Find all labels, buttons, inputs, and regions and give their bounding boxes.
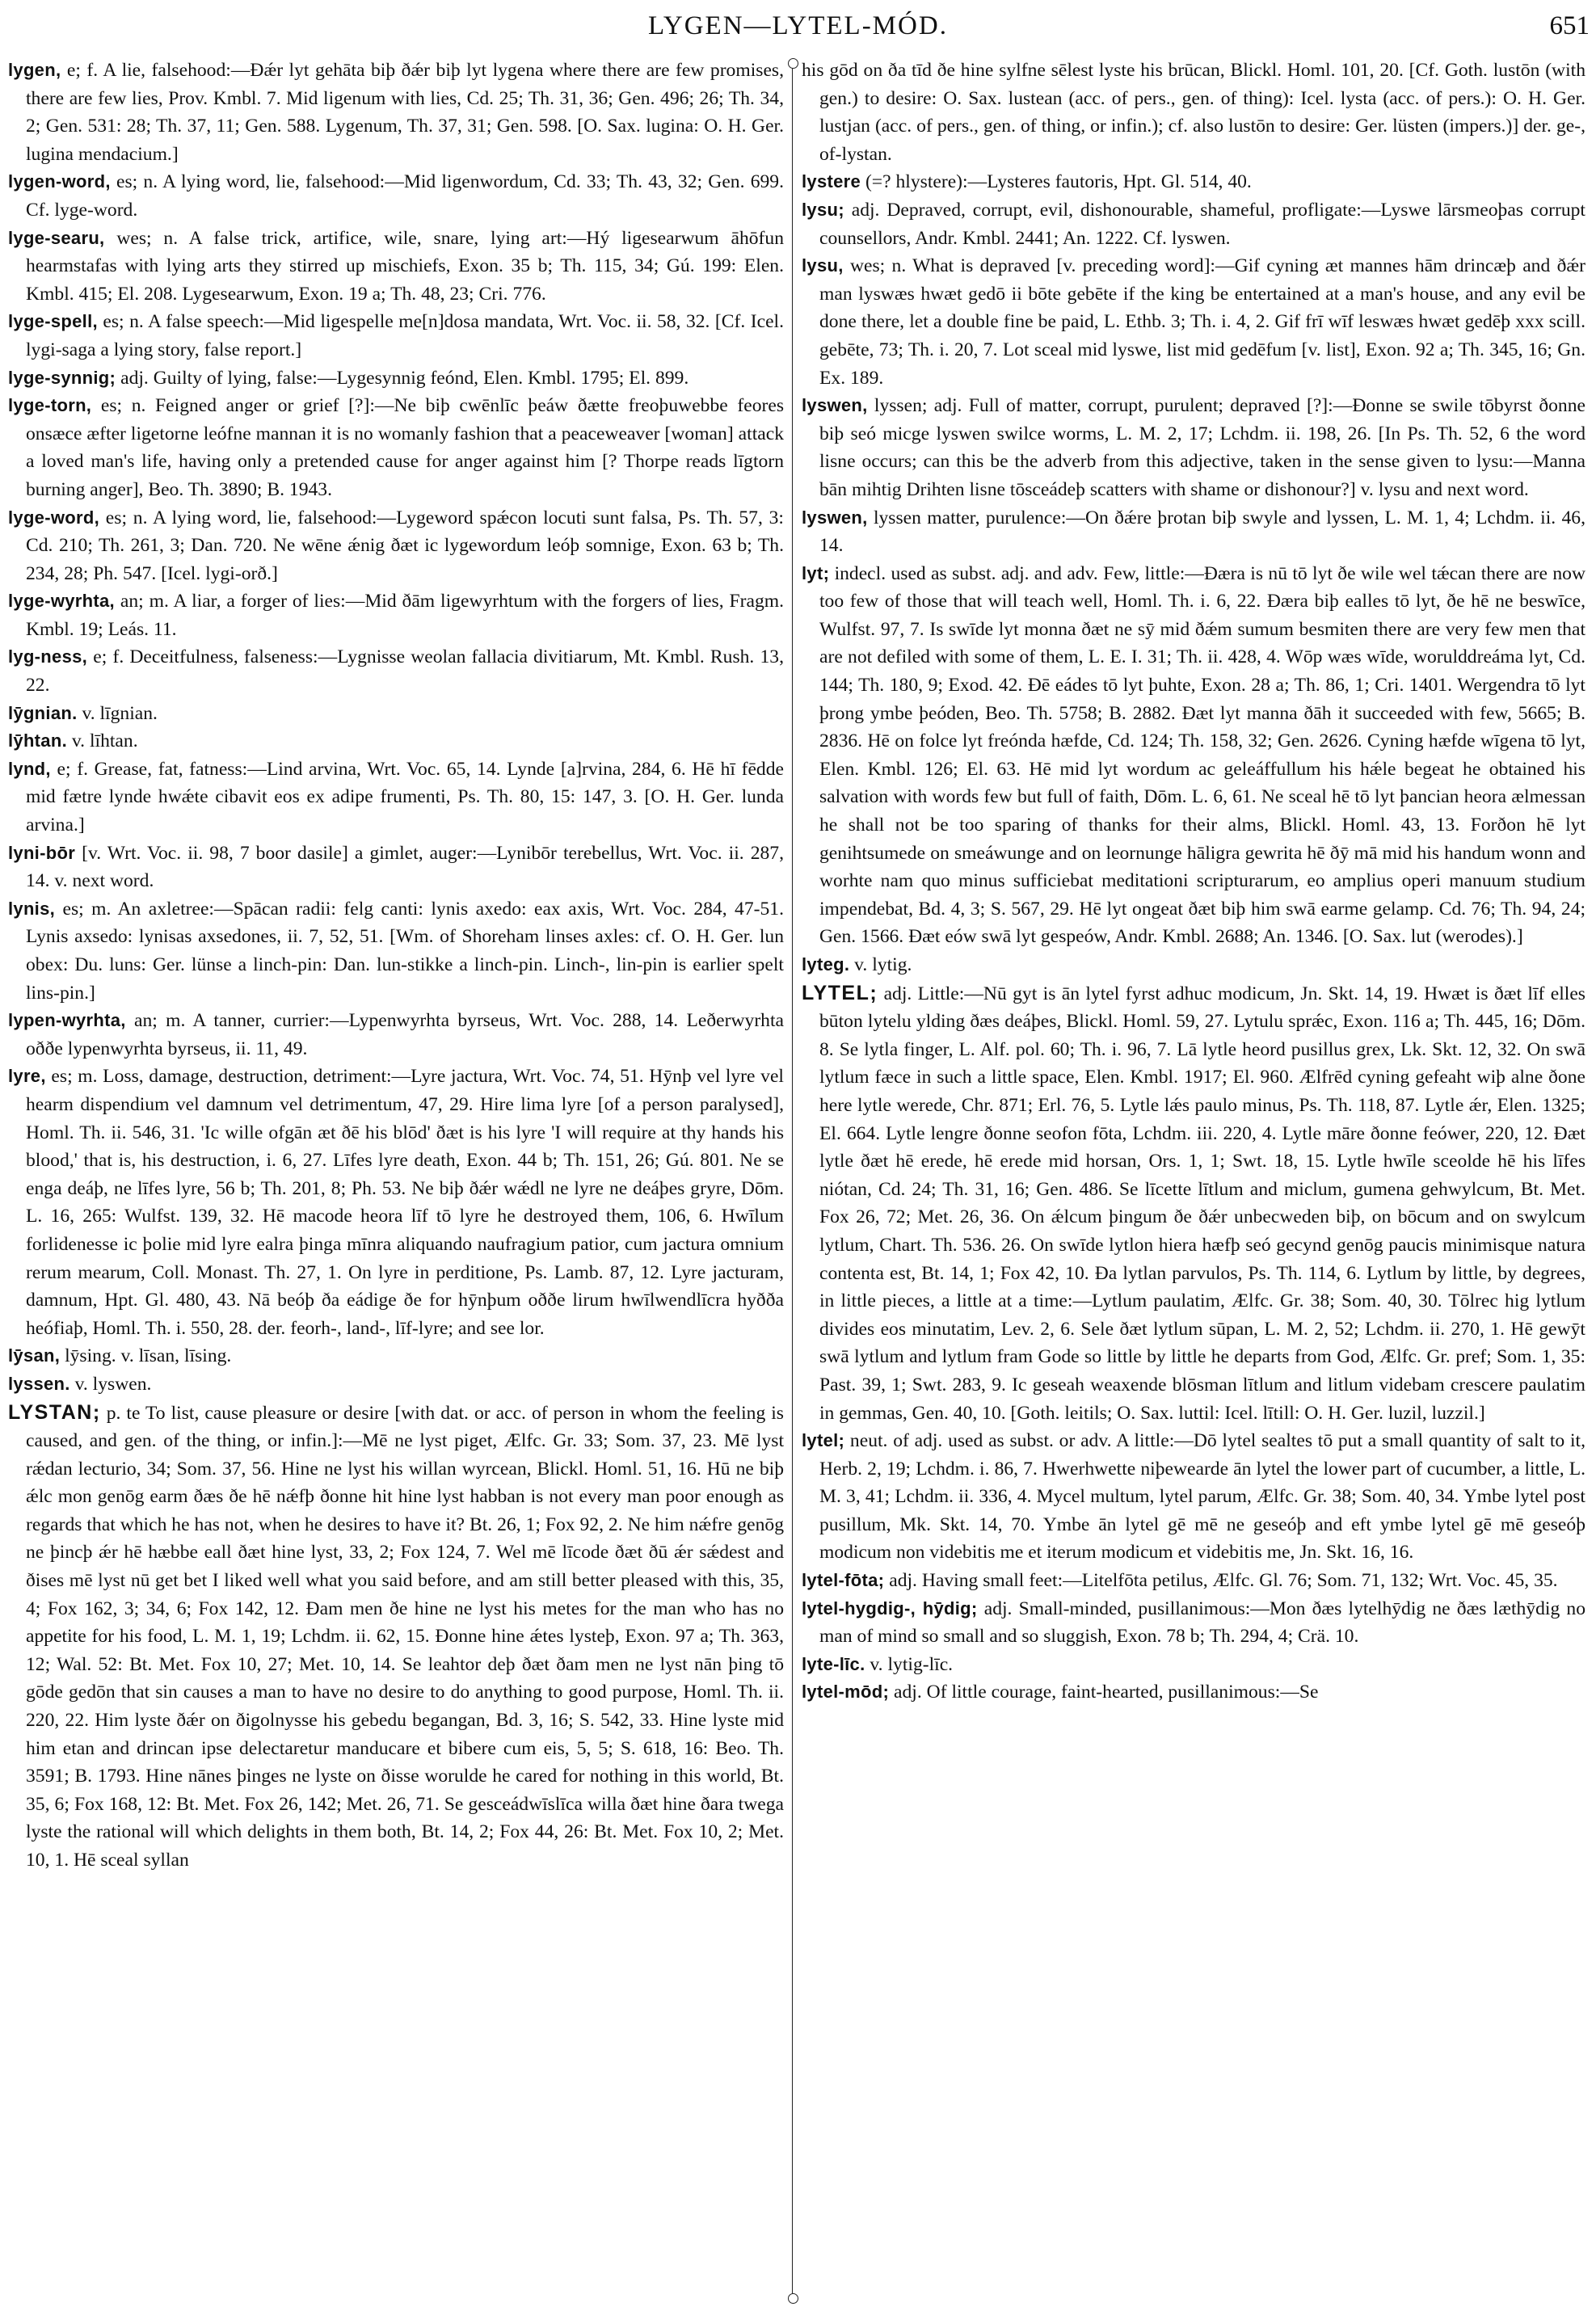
entry-definition: wes; n. A false trick, artifice, wile, snare, lying art:—Hý ligesearwum āhōfun hearmstafas with lying arts they stirred up mischiefs, Exon. 35 b; Th. 115, 34; Gú. 199: Elen. Kmbl. 415; El. 208. Lygesearwum, Exon. 19 a; Th. 48, 23; Cri. 776. <box>26 227 784 305</box>
entry-headword: lyge-searu, <box>8 227 105 248</box>
entry-definition: an; m. A liar, a forger of lies:—Mid ðām ligewyrhtum with the forgers of lies, Fragm. Kmbl. 19; Leás. 11. <box>26 591 784 640</box>
dictionary-entry <box>802 196 1585 252</box>
entry-headword: lyge-wyrhta, <box>8 591 115 612</box>
running-head: LYGEN—LYTEL-MÓD. <box>648 11 948 40</box>
entry-definition: an; m. A tanner, currier:—Lypenwyrhta byrseus, Wrt. Voc. 288, 14. Leðerwyrhta oððe lypenwyrhta byrseus, ii. 11, 49. <box>26 1010 784 1059</box>
right-column <box>802 57 1585 2299</box>
dictionary-entry <box>8 1399 784 1875</box>
entry-definition: adj. Little:—Nū gyt is ān lytel fyrst adhuc modicum, Jn. Skt. 14, 19. Hwæt is ðæt līf elles būton lytelu ylding ðæs deáþes, Blickl. Homl. 59, 27. Lytulu sprǽc, Exon. 116 a; Th. 445, 16; Dōm. 8. Se lytla finger, L. Alf. pol. 60; Th. i. 96, 7. Lā lytle heord pusillus grex, Lk. Skt. 12, 32. On swā lytlum fæce in such a little space, Elen. Kmbl. 1917; El. 960. Ælfrēd cyning gefeaht wiþ alne ðone here lytle werede, Chr. 871; Erl. 76, 5. Lytle lǽs paulo minus, Ps. Th. 118, 87. Lytle ǽr, Elen. 1325; El. 664. Lytle lengre ðonne seofon fōta, Lchdm. iii. 220, 4. Lytle māre ðonne feówer, 220, 12. Ðæt lytle ðæt hē erede, hē erede mid horsan, Ors. 1, 1; Swt. 18, 15. Lytle hwīle sceolde hē his līfes niótan, Cd. 24; Th. 31, 16; Gen. 486. Se līcette lītlum and miclum, gumena gehwylcum, Bt. Met. Fox 26, 72; Met. 26, 36. On ǽlcum þingum ðe ðǽr unbecweden biþ, on bōcum and on swylcum lytlum, Chart. Th. 536. 26. On swīde lytlon hiera hæfþ seó gecynd genōg paucis minimisque natura contenta est, Bt. 14, 1; Fox 42, 10. Ða lytlan parvulos, Ps. Th. 114, 6. Lytlum by little, by degrees, in little pieces, a little at a time:—Lytlum paulatim, Ælfc. Gr. 38; Som. 40, 30. Tōlrec hig lytlum divides eos minutatim, Lev. 2, 6. Sele ðæt lytlum sūpan, L. M. 2, 52; Lchdm. ii. 270, 1. Hē gewȳt swā lytlum and lytlum fram Gode so little by little he departs from God, Ælfc. Gr. pref; Som. 1, 35: Past. 39, 1; Swt. 283, 9. Ic geseah weaxende blōsman lītlum and litlum videbam crescere paulatim in gemmas, Gen. 40, 10. [Goth. leitils; O. Sax. luttil: Icel. lītill: O. H. Ger. luzil, luzzil.] <box>819 983 1585 1424</box>
left-column <box>8 57 784 2299</box>
entry-definition: e; f. Deceitfulness, falseness:—Lygnisse weolan fallacia divitiarum, Mt. Kmbl. Rush. 13, 22. <box>26 646 784 697</box>
dictionary-entry <box>802 1567 1585 1595</box>
entry-definition: neut. of adj. used as subst. or adv. A little:—Dō lytel sealtes tō put a small quantity of salt to it, Herb. 2, 19; Lchdm. i. 86, 7. Hwerhwette niþewearde ān lytel the lower part of cucumber, a little, L. M. 3, 41; Lchdm. ii. 336, 4. Mycel multum, lytel parum, Ælfc. Gr. 38; Som. 40, 34. Ymbe lytel post pusillum, Mk. Skt. 14, 70. Ymbe ān lytel gē mē ne geseóþ and eft ymbe lytel gē mē geseóþ modicum non videbitis me et iterum modicum et videbitis me, Jn. Skt. 16, 16. <box>819 1430 1585 1564</box>
entry-headword: lyg-ness, <box>8 646 88 667</box>
entry-definition: es; n. A lying word, lie, falsehood:—Mid ligenwordum, Cd. 33; Th. 43, 32; Gen. 699. Cf. lyge-word. <box>26 171 784 221</box>
dictionary-entry <box>8 57 784 168</box>
entry-definition: v. līhtan. <box>71 730 138 752</box>
entry-headword: lynd, <box>8 758 51 779</box>
dictionary-entry <box>8 1063 784 1342</box>
dictionary-entry <box>8 392 784 503</box>
entry-headword: lȳsan, <box>8 1345 61 1366</box>
entry-headword: lyge-synnig; <box>8 367 116 388</box>
entry-definition: adj. Small-minded, pusillanimous:—Mon ðæs lytelhȳdig ne ðæs læthȳdig no man of mind so small and so sluggish, Exon. 78 b; Th. 294, 4; Crä. 10. <box>819 1597 1585 1648</box>
dictionary-entry <box>802 560 1585 951</box>
entry-headword: lyte-līc. <box>802 1653 865 1674</box>
entry-definition: adj. Of little courage, faint-hearted, pusillanimous:—Se <box>894 1682 1319 1703</box>
entry-definition: adj. Guilty of lying, false:—Lygesynnig feónd, Elen. Kmbl. 1795; El. 899. <box>120 367 689 389</box>
dictionary-entry <box>802 951 1585 979</box>
entry-headword: lygen, <box>8 60 61 80</box>
entry-headword: lytel-fōta; <box>802 1570 885 1591</box>
dictionary-entry <box>8 364 784 393</box>
entry-headword: lysu; <box>802 199 844 220</box>
column-divider <box>792 63 793 2297</box>
entry-headword: lynis, <box>8 898 56 919</box>
entry-definition: v. līgnian. <box>82 702 158 724</box>
dictionary-entry <box>802 1678 1585 1707</box>
entry-headword: lyswen, <box>802 507 868 528</box>
entry-definition: es; n. A false speech:—Mid ligespelle me[n]dosa mandata, Wrt. Voc. ii. 58, 32. [Cf. Icel. lygi-saga a lying story, false report.] <box>26 311 784 360</box>
divider-top-ornament <box>788 58 798 69</box>
entry-definition: lyssen matter, purulence:—On ðǽre þrotan biþ swyle and lyssen, L. M. 1, 4; Lchdm. ii. 46, 14. <box>819 507 1585 557</box>
entry-headword: lȳhtan. <box>8 730 67 751</box>
entry-headword: lyssen. <box>8 1373 70 1394</box>
entry-definition: (=? hlystere):—Lysteres fautoris, Hpt. Gl. 514, 40. <box>865 171 1252 193</box>
entry-definition: v. lytig. <box>854 954 912 975</box>
entry-headword: lysu, <box>802 255 844 276</box>
dictionary-entry <box>802 1651 1585 1679</box>
dictionary-entry <box>8 587 784 643</box>
dictionary-entry <box>8 504 784 588</box>
entry-headword: lyt; <box>802 562 830 583</box>
entry-headword: lȳgnian. <box>8 702 78 723</box>
dictionary-entry <box>802 252 1585 392</box>
entry-headword: lytel-hygdig-, hȳdig; <box>802 1597 978 1619</box>
entry-definition: indecl. used as subst. adj. and adv. Few, little:—Ðæra is nū tō lyt ðe wile wel tǽcan there are now too few of those that will teach well, Homl. Th. i. 6, 22. Ðæra biþ ealles tō lyt, ðe hē ne beswīce, Wulfst. 97, 7. Is swīde lyt monna ðæt ne sȳ mid ðǽm sumum besmiten there are very few men that are not defiled with some of them, L. E. I. 31; Th. ii. 428, 4. Wōp wæs wīde, worulddreáma lyt, Cd. 144; Th. 180, 9; Exod. 42. Ðē eádes tō lyt þuhte, Exon. 28 a; Th. 86, 1; Cri. 1401. Wergendra tō lyt þrong ymbe þeóden, Beo. Th. 5758; B. 2882. Ðæt lyt manna ðāh it succeeded with few, 5665; B. 2836. Hē on folce lyt freónda hæfde, Cd. 124; Th. 158, 32; Gen. 2626. Cyning hæfde wīgena tō lyt, Elen. Kmbl. 126; El. 63. Hē mid lyt wordum ac geleáffullum his hǽle begeat he obtained his salvation with words few but full of faith, Dōm. L. 6, 61. Ne sceal hē tō lyt þancian heora ælmessan he shall not be too sparing of thanks for their alms, Blickl. Homl. 43, 13. Forðon hē lyt genihtsumede on smeáwunge and on leornunge hāligra gewrita hē ðȳ mā mid his handum wonn and worhte nam quo minus sufficiebat meditationi scripturarum, eo amplius operi manuum studium impendebat, Bd. 4, 3; S. 567, 29. Hē lyt ongeat ðæt biþ him swā earme gelamp. Cd. 76; Th. 94, 24; Gen. 1566. Ðæt eów swā lyt gespeów, Andr. Kmbl. 2688; An. 1346. [O. Sax. lut (werodes).] <box>819 562 1585 948</box>
dictionary-entry <box>802 57 1585 168</box>
entry-headword: lyteg. <box>802 954 850 974</box>
entry-definition: e; f. Grease, fat, fatness:—Lind arvina, Wrt. Voc. 65, 14. Lynde [a]rvina, 284, 6. Hē hī fēdde mid fætre lynde hwǽte cibavit eos ex adipe frumenti, Ps. Th. 80, 15: 147, 3. [O. H. Ger. lunda arvina.] <box>26 758 784 836</box>
entry-definition: v. lytig-līc. <box>870 1653 954 1675</box>
dictionary-entry <box>802 1595 1585 1651</box>
entry-headword: lypen-wyrhta, <box>8 1010 126 1031</box>
dictionary-entry <box>802 1427 1585 1567</box>
entry-headword: lyge-spell, <box>8 311 98 332</box>
entry-definition: es; n. Feigned anger or grief [?]:—Ne biþ cwēnlīc þeáw ðætte freoþuwebbe feores onsæce æfter ligetorne leófne mannan it is no womanly fashion that a peaceweaver [woman] attack a loved man's life, having only a pretended cause for anger against him [? Thorpe reads līgtorn burning anger], Beo. Th. 3890; B. 1943. <box>26 395 784 500</box>
dictionary-entry <box>8 1007 784 1063</box>
entry-definition: es; m. Loss, damage, destruction, detriment:—Lyre jactura, Wrt. Voc. 74, 51. Hȳnþ vel lyre vel hearm dispendium vel damnum vel detrimentum, 47, 29. Hire lima lyre [of a person paralysed], Homl. Th. ii. 546, 31. 'Ic wille ofgān æt ðē his blōd' ðæt is his lyre 'I will require at thy hands his blood,' that is, his destruction, i. 6, 27. Līfes lyre death, Exon. 44 b; Th. 151, 26; Gú. 801. Ne se enga deáþ, ne līfes lyre, 56 b; Th. 201, 8; Ph. 53. Ne biþ ðǽr wǽdl ne lyre ne deáþes gryre, Dōm. L. 16, 265: Wulfst. 139, 32. Hē macode heora līf tō lyre he destroyed them, 106, 6. Hwīlum forlidenesse ic þolie mid lyre ealra þinga mīnra aliquando naufragium patior, cum jactura omnium rerum mearum, Coll. Monast. Th. 27, 1. On lyre in perditione, Ps. Lamb. 87, 12. Lyre jacturam, damnum, Hpt. Gl. 480, 43. Nā beóþ ða eádige ðe for hȳnþum oððe lirum hwīlwendlīcra hyðða heófiaþ, Homl. Th. i. 550, 28. der. feorh-, land-, līf-lyre; and see lor. <box>26 1066 784 1339</box>
dictionary-entry <box>8 168 784 224</box>
dictionary-entry <box>8 756 784 840</box>
entry-headword: LYSTAN; <box>8 1400 101 1424</box>
entry-definition: e; f. A lie, falsehood:—Ðǽr lyt gehāta biþ ðǽr biþ lyt lygena where there are few promises, there are few lies, Prov. Kmbl. 7. Mid ligenum with lies, Cd. 25; Th. 31, 36; Gen. 496; 26; Th. 34, 2; Gen. 531: 28; Th. 37, 11; Gen. 588. Lygenum, Th. 37, 31; Gen. 598. [O. Sax. lugina: O. H. Ger. lugina mendacium.] <box>26 60 784 165</box>
divider-bottom-ornament <box>788 2293 798 2304</box>
dictionary-entry <box>8 700 784 728</box>
entry-headword: lytel-mōd; <box>802 1682 890 1703</box>
page-number: 651 <box>1549 11 1590 40</box>
entry-definition: es; n. A lying word, lie, falsehood:—Lygeword spǽcon locuti sunt falsa, Ps. Th. 57, 3: Cd. 210; Th. 261, 3; Dan. 720. Ne wēne ǽnig ðæt ic lygewordum leóþ somnige, Exon. 63 b; Th. 234, 28; Ph. 547. [Icel. lygi-orð.] <box>26 507 784 584</box>
entry-headword: lyswen, <box>802 395 868 416</box>
dictionary-entry <box>8 840 784 895</box>
dictionary-entry <box>802 979 1585 1428</box>
entry-headword: lystere <box>802 171 861 192</box>
entry-definition: adj. Depraved, corrupt, evil, dishonourable, shameful, profligate:—Lyswe lārsmeoþas corrupt counsellors, Andr. Kmbl. 2441; An. 1222. Cf. lyswen. <box>819 199 1585 249</box>
entry-definition: p. te To list, cause pleasure or desire [with dat. or acc. of person in whom the feeling is caused, and gen. of the thing, or infin.]:—Mē ne lyst piget, Ælfc. Gr. 33; Som. 37, 23. Mē lyst rǽdan lecturio, 34; Som. 37, 56. Hine ne lyst his willan wyrcean, Blickl. Homl. 51, 16. Hū ne biþ ǽlc mon genōg earm ðæs ðe hē nǽfþ ðonne hit hine lyst habban is not every man poor enough as regards that which he has not, when he desires to have it? Bt. 26, 1; Fox 92, 2. Ne him nǽfre genōg ne þincþ ǽr hē hæbbe eall ðæt hine lyst, 33, 2; Fox 124, 7. Wel mē līcode ðæt ðū ǽr sǽdest and ðises mē lyst nū get bet I liked well what you said before, and am still better pleased with this, 35, 4; Fox 162, 3; 34, 6; Fox 142, 12. Ðam men ðe hine ne lyst his metes for the man who has no appetite for his food, L. M. 1, 19; Lchdm. ii. 62, 15. Ðonne hine ǽtes lysteþ, Exon. 97 a; Th. 363, 12; Wal. 52: Bt. Met. Fox 10, 27; Met. 10, 14. Se leahtor deþ ðæt ðam men ne lyst nān þing tō gōde gedōn that sin causes a man to have no desire to do anything to good purpose, Homl. Th. ii. 220, 22. Him lyste ðǽr on ðigolnysse his gebedu begangan, Bd. 3, 16; S. 542, 33. Hine lyste mid him etan and drincan ipse delectaretur manducare et bibere cum eis, 5, 5; S. 618, 16: Beo. Th. 3591; B. 1793. Hine nānes þinges ne lyste on ðisse worulde he cared for nothing in this world, Bt. 35, 6; Fox 168, 12: Bt. Met. Fox 26, 142; Met. 26, 71. Se gesceádwīslīca willa ðæt hine ðara twega lyste the rational will which delights in them both, Bt. 14, 2; Fox 44, 26: Bt. Met. Fox 10, 2; Met. 10, 1. Hē sceal syllan <box>26 1402 784 1871</box>
dictionary-entry <box>802 392 1585 503</box>
dictionary-entry <box>802 168 1585 196</box>
entry-headword: lyge-torn, <box>8 395 92 416</box>
entry-definition: adj. Having small feet:—Litelfōta petilus, Ælfc. Gl. 76; Som. 71, 132; Wrt. Voc. 45, 35. <box>889 1570 1558 1592</box>
entry-definition: es; m. An axletree:—Spācan radii: felg canti: lynis axedo: eax axis, Wrt. Voc. 284, 47-51. Lynis axsedo: lynisas axsedones, ii. 7, 52, 51. [Wm. of Shoreham linses axles: cf. O. H. Ger. lun obex: Du. luns: Ger. lünse a linch-pin: Dan. lun-stikke a linch-pin. Linch-, lin-pin is earlier spelt lins-pin.] <box>26 898 784 1004</box>
dictionary-entry <box>8 727 784 756</box>
entry-headword: lygen-word, <box>8 171 111 192</box>
dictionary-entry <box>8 1342 784 1370</box>
entry-headword: lyre, <box>8 1066 46 1087</box>
entry-headword: LYTEL; <box>802 981 878 1004</box>
entry-definition: [v. Wrt. Voc. ii. 98, 7 boor dasile] a gimlet, auger:—Lynibōr terebellus, Wrt. Voc. ii. 287, 14. v. next word. <box>26 842 784 892</box>
dictionary-entry <box>8 1370 784 1399</box>
entry-definition: wes; n. What is depraved [v. preceding word]:—Gif cyning æt mannes hām drincæþ and ðǽr man lyswæs hwæt gedō ii bōte gebēte if the king be entertained at a man's house, and any evil be done there, let a double fine be paid, L. Ethb. 3; Th. i. 4, 2. Gif frī wīf leswæs hwæt gedēþ xxx scill. gebēte, 73; Th. i. 20, 7. Lot sceal mid lyswe, list mid gedēfum [v. list], Exon. 92 a; Th. 345, 16; Gn. Ex. 189. <box>819 255 1585 389</box>
entry-headword: lyge-word, <box>8 507 100 528</box>
entry-headword: lyni-bōr <box>8 842 76 863</box>
dictionary-entry <box>8 225 784 309</box>
entry-definition: lyssen; adj. Full of matter, corrupt, purulent; depraved [?]:—Ðonne se swile tōbyrst ðonne biþ seó micge lyswen swilce worms, L. M. 2, 17; Lchdm. ii. 198, 26. [In Ps. Th. 52, 6 the word lisne occurs; can this be the adverb from this adjective, taken in the sense given to lysu:—Manna bān mihtig Drihten lisne tōsceádeþ scatters with shame or dishonour?] v. lysu and next word. <box>819 395 1585 500</box>
entry-definition: lȳsing. v. līsan, līsing. <box>65 1345 232 1367</box>
dictionary-entry <box>802 504 1585 560</box>
dictionary-entry <box>8 308 784 364</box>
dictionary-entry <box>8 643 784 699</box>
page-header <box>0 8 1596 44</box>
dictionary-entry <box>8 895 784 1007</box>
entry-definition: v. lyswen. <box>74 1373 152 1395</box>
entry-headword: lytel; <box>802 1430 845 1451</box>
entry-definition: his gōd on ða tīd ðe hine sylfne sēlest lyste his brūcan, Blickl. Homl. 101, 20. [Cf. Goth. lustōn (with gen.) to desire: O. Sax. lustean (acc. of pers., gen. of thing): Icel. lysta (acc. of pers.): O. H. Ger. lustjan (acc. of pers., gen. of thing, or infin.); cf. also lustōn to desire: Ger. lüsten (impers.)] der. ge-, of-lystan. <box>802 60 1585 165</box>
